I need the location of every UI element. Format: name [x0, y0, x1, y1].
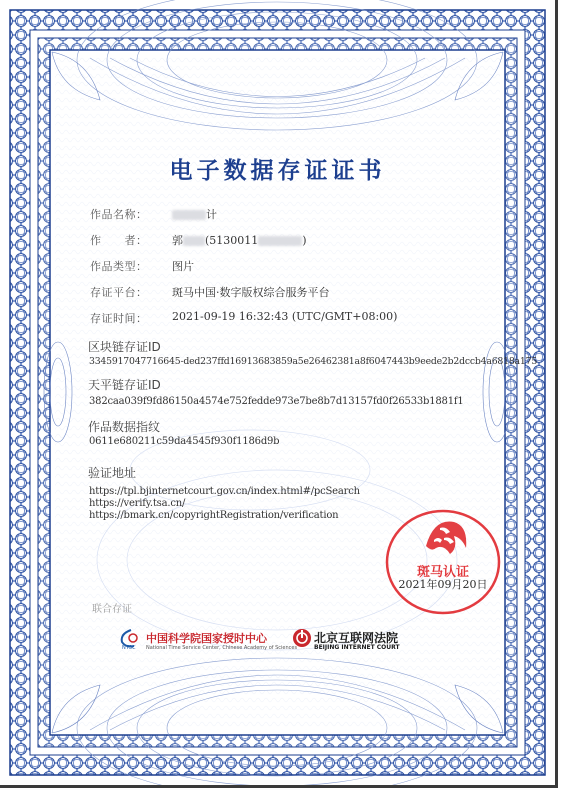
blockchain-id-label: 区块链存证ID: [88, 340, 161, 354]
seal-date: 2021年09月20日: [398, 578, 488, 591]
joint-certification-label: 联合存证: [92, 604, 132, 615]
court-subtitle: BEIJING INTERNET COURT: [314, 644, 400, 651]
ntsc-emblem-icon: [118, 628, 144, 650]
field-label-work-type: 作品类型：: [90, 260, 148, 273]
fingerprint-value: 0611e680211c59da4545f930f1186d9b: [89, 436, 280, 447]
author-id-prefix: (5130011: [205, 234, 259, 247]
author-tail: ): [302, 234, 307, 247]
verify-label: 验证地址: [88, 466, 137, 480]
redacted-block: [172, 210, 206, 220]
court-emblem-icon: [292, 628, 312, 648]
tianping-id-label: 天平链存证ID: [88, 378, 161, 392]
redacted-block: [183, 236, 205, 246]
fingerprint-label: 作品数据指纹: [88, 420, 161, 434]
tianping-id-value: 382caa039f9fd86150a4574e752fedde973e7be8b7d13157fd0f26533b1881f1: [89, 396, 464, 407]
court-name: 北京互联网法院: [314, 631, 399, 645]
work-name-visible: 计: [206, 208, 217, 221]
certificate-title: 电子数据存证证书: [169, 158, 386, 184]
verify-url-3[interactable]: https://bmark.cn/copyrightRegistration/verification: [89, 510, 339, 521]
verify-url-1[interactable]: https://tpl.bjinternetcourt.gov.cn/index.html#/pcSearch: [89, 486, 360, 497]
field-label-timestamp: 存证时间：: [90, 312, 148, 325]
field-label-author: 作 者：: [90, 234, 148, 247]
field-label-work-name: 作品名称：: [90, 208, 148, 221]
field-label-platform: 存证平台：: [90, 286, 148, 299]
field-value-timestamp: 2021-09-19 16:32:43 (UTC/GMT+08:00): [172, 310, 398, 323]
ntsc-name: 中国科学院国家授时中心: [146, 632, 267, 645]
field-value-author: [172, 232, 307, 248]
ntsc-subtitle: National Time Service Center, Chinese Academy of Sciences: [146, 645, 298, 651]
author-prefix: 郭: [172, 234, 183, 247]
svg-text:NTSC: NTSC: [122, 645, 136, 650]
verify-url-2[interactable]: https://verify.tsa.cn/: [89, 498, 186, 509]
field-value-platform: 斑马中国·数字版权综合服务平台: [172, 286, 330, 299]
zebra-head-icon: [426, 522, 466, 555]
field-value-work-name: [172, 206, 217, 222]
field-value-work-type: 图片: [172, 260, 194, 273]
blockchain-id-value: 3345917047716645-ded237ffd16913683859a5e26462381a8f6047443b9eede2b2dccb4a6818a175: [89, 356, 538, 367]
seal-text: 斑马认证: [416, 565, 470, 580]
redacted-block: [258, 236, 302, 246]
zebra-certification-seal: [384, 508, 502, 616]
